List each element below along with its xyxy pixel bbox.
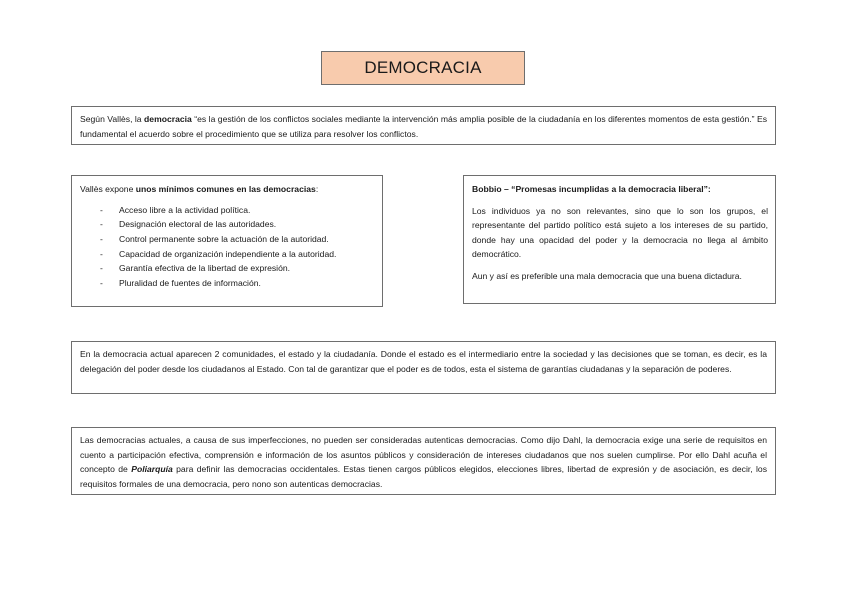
intro-box bbox=[71, 106, 776, 145]
poliarquia-text bbox=[80, 433, 767, 491]
bobbio-heading-bold: Bobbio – “Promesas incumplidas a la democracia liberal”: bbox=[472, 184, 711, 194]
bobbio-paragraph-2: Aun y así es preferible una mala democracia que una buena dictadura. bbox=[472, 270, 742, 281]
minimos-heading-bold: unos mínimos comunes en las democracias bbox=[135, 184, 316, 194]
list-item: - Capacidad de organización independiente a la autoridad. bbox=[100, 247, 375, 262]
list-item: - Pluralidad de fuentes de información. bbox=[100, 276, 375, 291]
intro-lead: Según Vallès, la bbox=[80, 114, 145, 124]
poliarquia-before: Las democracias actuales, a causa de sus imperfecciones, no pueden ser consideradas autenticas democracias. Como dijo Dahl, la democracia exige una serie de requisitos en cuento a participación efectiva, comprensión e información de los asuntos públicos y consideración de intereses ciudadanos que nos suelen cumplirse. Por ello Dahl acuña el concepto de bbox=[80, 435, 767, 474]
minimos-heading bbox=[80, 182, 375, 197]
minimos-box bbox=[71, 175, 383, 307]
actual-text: En la democracia actual aparecen 2 comunidades, el estado y la ciudadanía. Donde el estado es el intermediario entre la sociedad y las decisiones que se toman, es decir, es la delegación del poder desde los ciudadanos al Estado. Con tal de garantizar que el poder es de todos, esta el sistema de garantías ciudadanas y la separación de poderes. bbox=[80, 349, 767, 374]
list-item: - Garantía efectiva de la libertad de expresión. bbox=[100, 261, 375, 276]
page-title bbox=[321, 51, 525, 85]
bobbio-box bbox=[463, 175, 776, 304]
page-title-text: DEMOCRACIA bbox=[364, 58, 482, 77]
actual-box bbox=[71, 341, 776, 394]
list-item: - Designación electoral de las autoridades. bbox=[100, 217, 375, 232]
list-item: - Control permanente sobre la actuación de la autoridad. bbox=[100, 232, 375, 247]
intro-text bbox=[80, 112, 767, 141]
bobbio-heading bbox=[472, 182, 768, 197]
poliarquia-after: para definir las democracias occidentales. Estas tienen cargos públicos elegidos, elecciones libres, libertad de expresión y de asociación, es decir, los requisitos formales de una democracia, pero nono son autenticas democracias. bbox=[80, 464, 767, 489]
minimos-lead: Vallès expone bbox=[80, 184, 136, 194]
poliarquia-box bbox=[71, 427, 776, 495]
bobbio-paragraph-1: Los individuos ya no son relevantes, sino que lo son los grupos, el representante del partido político está sujeto a los intereses de su partido, donde hay una opacidad del poder y la democracia no llega al ámbito democrático. bbox=[472, 205, 768, 259]
minimos-list bbox=[80, 203, 375, 291]
minimos-colon: : bbox=[315, 184, 319, 194]
intro-quote: “es la gestión de los conflictos sociales mediante la intervención más amplia posible de la ciudadanía en los diferentes momentos de esta gestión.” Es fundamental el acuerdo sobre el procedimiento que se utiliza para resolver los conflictos. bbox=[80, 114, 767, 139]
poliarquia-term: Poliarquía bbox=[131, 464, 173, 474]
intro-term: democracia bbox=[144, 114, 192, 124]
list-item: - Acceso libre a la actividad política. bbox=[100, 203, 375, 218]
